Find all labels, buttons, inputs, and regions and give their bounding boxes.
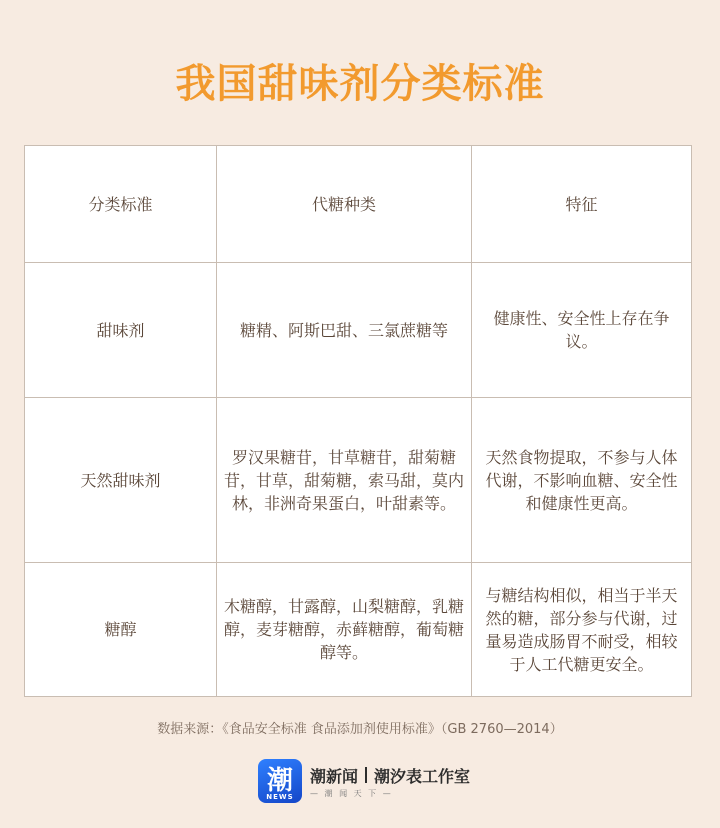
studio-name: 潮汐表工作室 [374, 766, 471, 786]
table-row [25, 398, 692, 563]
cell-features: 与糖结构相似，相当于半天然的糖，部分参与代谢，过量易造成肠胃不耐受，相较于人工代糖更安全。 [472, 563, 692, 697]
cell-category: 糖醇 [25, 563, 217, 697]
table-row [25, 563, 692, 697]
cell-category: 天然甜味剂 [25, 398, 217, 563]
logo-char: 潮 [266, 765, 293, 796]
page-title: 我国甜味剂分类标准 [175, 61, 545, 107]
classification-table [24, 145, 692, 697]
table-row [25, 263, 692, 398]
brand-name: 潮新闻 [310, 766, 359, 786]
cell-features: 健康性、安全性上存在争议。 [472, 263, 692, 398]
cell-features: 天然食物提取，不参与人体代谢，不影响血糖、安全性和健康性更高。 [472, 398, 692, 563]
cell-types: 罗汉果糖苷，甘草糖苷，甜菊糖苷，甘草，甜菊糖，索马甜，莫内林，非洲奇果蛋白，叶甜素等。 [217, 398, 472, 563]
brand-divider [365, 767, 367, 783]
data-source: 数据来源：《食品安全标准 食品添加剂使用标准》（GB 2760—2014） [157, 722, 563, 737]
footer-brand [258, 757, 470, 805]
header-cell-category: 分类标准 [25, 146, 217, 263]
header-cell-types: 代糖种类 [217, 146, 472, 263]
table-header-row [25, 146, 692, 263]
brand-text [310, 764, 470, 799]
cell-types: 木糖醇，甘露醇，山梨糖醇，乳糖醇，麦芽糖醇，赤藓糖醇，葡萄糖醇等。 [217, 563, 472, 697]
header-cell-features: 特征 [472, 146, 692, 263]
cell-types: 糖精、阿斯巴甜、三氯蔗糖等 [217, 263, 472, 398]
brand-tagline: — 潮 闻 天 下 — [310, 788, 393, 798]
logo-news-text: NEWS [266, 793, 294, 801]
chaoxinwen-logo-icon [258, 759, 302, 803]
cell-category: 甜味剂 [25, 263, 217, 398]
